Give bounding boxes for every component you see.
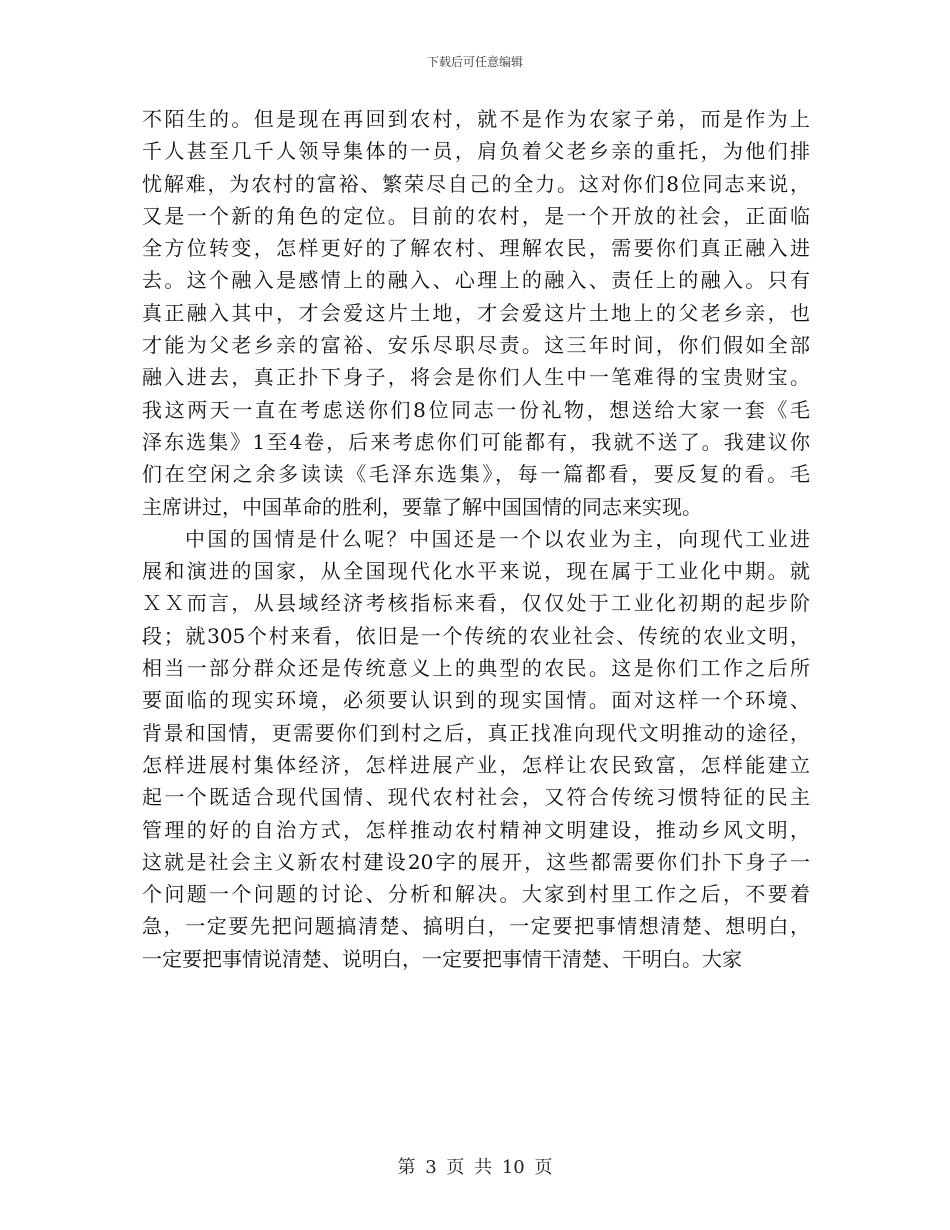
text-line: 个问题一个问题的讨论、分析和解决。大家到村里工作之后，不要着 (142, 882, 810, 907)
text-line: 管理的好的自治方式，怎样推动农村精神文明建设，推动乡风文明， (142, 817, 810, 842)
text-line: 起一个既适合现代国情、现代农村社会，又符合传统习惯特征的民主 (142, 785, 810, 810)
text-line: 千人甚至几千人领导集体的一员，肩负着父老乡亲的重托，为他们排 (142, 139, 810, 164)
page-footer: 第 3 页 共 10 页 (397, 1157, 553, 1178)
text-line: 段；就305个村来看，依旧是一个传统的农业社会、传统的农业文明， (142, 623, 810, 648)
text-line: 要面临的现实环境，必须要认识到的现实国情。面对这样一个环境、 (142, 688, 810, 713)
text-line: 真正融入其中，才会爱这片土地，才会爱这片土地上的父老乡亲，也 (142, 300, 810, 325)
paragraph (142, 103, 810, 523)
paragraph (142, 523, 810, 975)
text-line: 怎样进展村集体经济，怎样进展产业，怎样让农民致富，怎样能建立 (142, 752, 810, 777)
body-text (142, 103, 810, 975)
text-line: 背景和国情，更需要你们到村之后，真正找准向现代文明推动的途径， (142, 720, 810, 745)
text-line: 主席讲过，中国革命的胜利，要靠了解中国国情的同志来实现。 (142, 494, 702, 519)
text-line: 这就是社会主义新农村建设20字的展开，这些都需要你们扑下身子一 (142, 849, 810, 874)
text-line: 中国的国情是什么呢？中国还是一个以农业为主，向现代工业进 (185, 526, 810, 551)
text-line: 不陌生的。但是现在再回到农村，就不是作为农家子弟，而是作为上 (142, 107, 810, 131)
text-line: 一定要把事情说清楚、说明白，一定要把事情干清楚、干明白。大家 (142, 946, 742, 971)
text-line: 们在空闲之余多读读《毛泽东选集》，每一篇都看，要反复的看。毛 (142, 462, 810, 487)
text-line: 忧解难，为农村的富裕、繁荣尽自己的全力。这对你们8位同志来说， (142, 171, 810, 196)
text-line: 去。这个融入是感情上的融入、心理上的融入、责任上的融入。只有 (142, 268, 810, 293)
text-line: 全方位转变，怎样更好的了解农村、理解农民，需要你们真正融入进 (142, 236, 810, 261)
page-header: 下载后可任意编辑 (426, 55, 523, 69)
text-line: ＸＸ而言，从县域经济考核指标来看，仅仅处于工业化初期的起步阶 (142, 591, 810, 616)
text-line: 又是一个新的角色的定位。目前的农村，是一个开放的社会，正面临 (142, 203, 810, 228)
text-line: 展和演进的国家，从全国现代化水平来说，现在属于工业化中期。就 (142, 559, 810, 584)
text-line: 泽东选集》1至4卷，后来考虑你们可能都有，我就不送了。我建议你 (142, 429, 810, 454)
text-line: 相当一部分群众还是传统意义上的典型的农民。这是你们工作之后所 (142, 656, 810, 681)
text-line: 才能为父老乡亲的富裕、安乐尽职尽责。这三年时间，你们假如全部 (142, 333, 810, 358)
text-line: 我这两天一直在考虑送你们8位同志一份礼物，想送给大家一套《毛 (142, 397, 810, 422)
text-line: 融入进去，真正扑下身子，将会是你们人生中一笔难得的宝贵财宝。 (142, 365, 810, 390)
text-line: 急，一定要先把问题搞清楚、搞明白，一定要把事情想清楚、想明白， (142, 914, 810, 939)
